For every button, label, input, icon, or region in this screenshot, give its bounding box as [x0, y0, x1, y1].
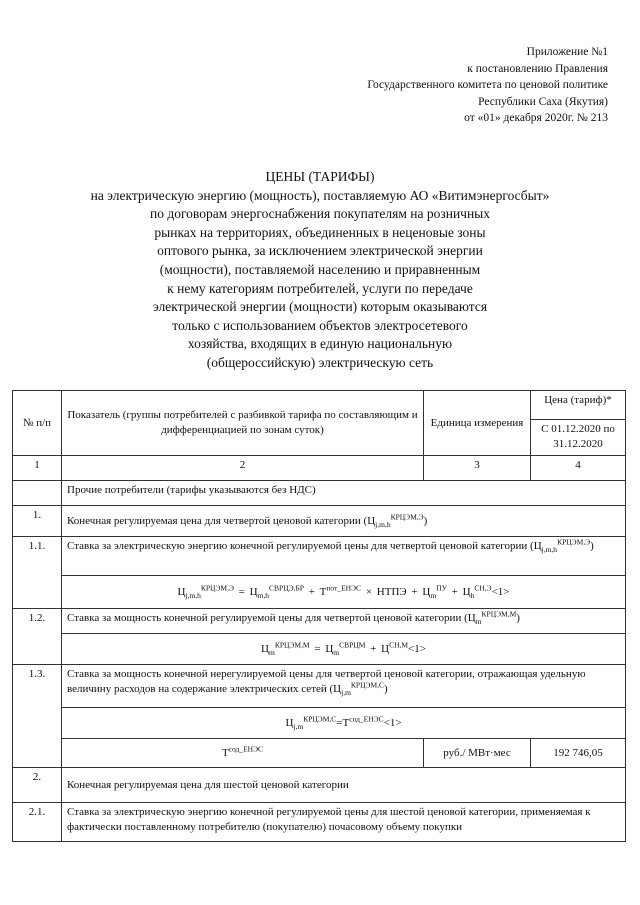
- table-row: [13, 481, 626, 506]
- header-price: Цена (тариф)*: [531, 391, 626, 420]
- col-number: 4: [531, 456, 626, 481]
- row-number: 2.1.: [13, 803, 62, 842]
- title-line: к нему категориям потребителей, услуги по передаче: [167, 280, 473, 296]
- title-line: электрической энергии (мощности) которым оказываются: [152, 299, 488, 315]
- title-line: оптового рынка, за исключением электрической энергии: [157, 243, 483, 259]
- col-number: 3: [424, 456, 531, 481]
- table-row: [13, 537, 626, 576]
- row-number: 1.3.: [13, 665, 62, 768]
- row-number: 1.2.: [13, 609, 62, 665]
- title-line: только с использованием объектов электросетевого: [172, 317, 468, 333]
- table-row: [13, 506, 626, 537]
- title-line: хозяйства, входящих в единую национальную: [187, 336, 453, 352]
- table-row: [13, 609, 626, 634]
- row-number: 1.1.: [13, 537, 62, 609]
- table-row: [13, 768, 626, 803]
- group-label: Прочие потребители (тарифы указываются без НДС): [62, 481, 626, 506]
- table-row: [13, 665, 626, 708]
- formula-row: [13, 634, 626, 665]
- header-unit: Единица измерения: [424, 391, 531, 456]
- title-heading: ЦЕНЫ (ТАРИФЫ): [265, 169, 375, 184]
- row-text: Конечная регулируемая цена для четвертой ценовой категории $(Ц_{j,m,h}^{КРЦЭМ,Э})$: [62, 506, 626, 537]
- formula-power-4: $Ц_m^{КРЦЭМ,М} = Ц_m^{СВРЦМ} + Ц^{СН,М}<1>$: [62, 634, 626, 665]
- header-row: [13, 391, 626, 420]
- row-value: 192 746,05: [531, 739, 626, 768]
- row-number: 2.: [13, 768, 62, 803]
- header-period: С 01.12.2020 по 31.12.2020: [531, 420, 626, 456]
- row-text: Конечная регулируемая цена для шестой ценовой категории: [62, 768, 626, 803]
- formula-row: [13, 708, 626, 739]
- title-line: (общероссийскую) электрическую сеть: [206, 354, 434, 370]
- row-unit: руб./ МВт·мес: [424, 739, 531, 768]
- title-line: на электрическую энергию (мощность), поставляемую АО «Витимэнергосбыт»: [90, 187, 550, 203]
- appendix-block: [367, 44, 608, 127]
- formula-energy-4: $Ц_{j,m,h}^{КРЦЭМ,Э} = Ц_{m,h}^{СВРЦЭ,БР} + Т^{пот\_ЕНЭС}$ × НТПЭ + $Ц_m^{ПУ} + Ц_h^{СН,Э}<1>$: [62, 576, 626, 609]
- appendix-line: от «01» декабря 2020г. № 213: [464, 112, 608, 124]
- appendix-line: Республики Саха (Якутия): [478, 95, 608, 108]
- formula-row: [13, 576, 626, 609]
- header-num: № п/п: [13, 391, 62, 456]
- table-row: [13, 803, 626, 842]
- col-number: 2: [62, 456, 424, 481]
- appendix-line: Государственного комитета по ценовой политике: [367, 79, 608, 91]
- row-number: 1.: [13, 506, 62, 537]
- formula-network-4: $Ц_{j,m}^{КРЦЭМ,С}=Т^{сод\_ЕНЭС}<1>$: [62, 708, 626, 739]
- col-number-row: [13, 456, 626, 481]
- row-text: Ставка за мощность конечной регулируемой цены для четвертой ценовой категории $(Ц_m^{КРЦЭМ,М})$: [62, 609, 626, 634]
- header-indicator: Показатель (группы потребителей с разбивкой тарифа по составляющим и дифференциацией по зонам суток): [62, 391, 424, 456]
- col-number: 1: [13, 456, 62, 481]
- title-line: (мощности), поставляемой населению и приравненным: [159, 261, 481, 277]
- row-text: Ставка за мощность конечной нерегулируемой цены для четвертой ценовой категории, отражающая удельную величину расходов на содержание электрических сетей $(Ц_{j,m}^{КРЦЭМ,С})$: [62, 665, 626, 708]
- title-line: рынках на территориях, объединенных в неценовые зоны: [154, 224, 486, 240]
- tariff-table: [12, 390, 626, 842]
- value-row: [13, 739, 626, 768]
- row-text: Ставка за электрическую энергию конечной регулируемой цены для четвертой ценовой категории $(Ц_{j,m,h}^{КРЦЭМ,Э})$: [62, 537, 626, 576]
- appendix-line: к постановлению Правления: [467, 62, 608, 75]
- row-symbol: $Т^{сод\_ЕНЭС}$: [62, 739, 424, 768]
- document-title: [40, 168, 600, 373]
- appendix-line: Приложение №1: [526, 46, 608, 58]
- title-line: по договорам энергоснабжения покупателям на розничных: [150, 206, 490, 222]
- row-text: Ставка за электрическую энергию конечной регулируемой цены для шестой ценовой категории, применяемая к фактически поставленному потребителю (покупателю) почасовому объему покупки: [62, 803, 626, 842]
